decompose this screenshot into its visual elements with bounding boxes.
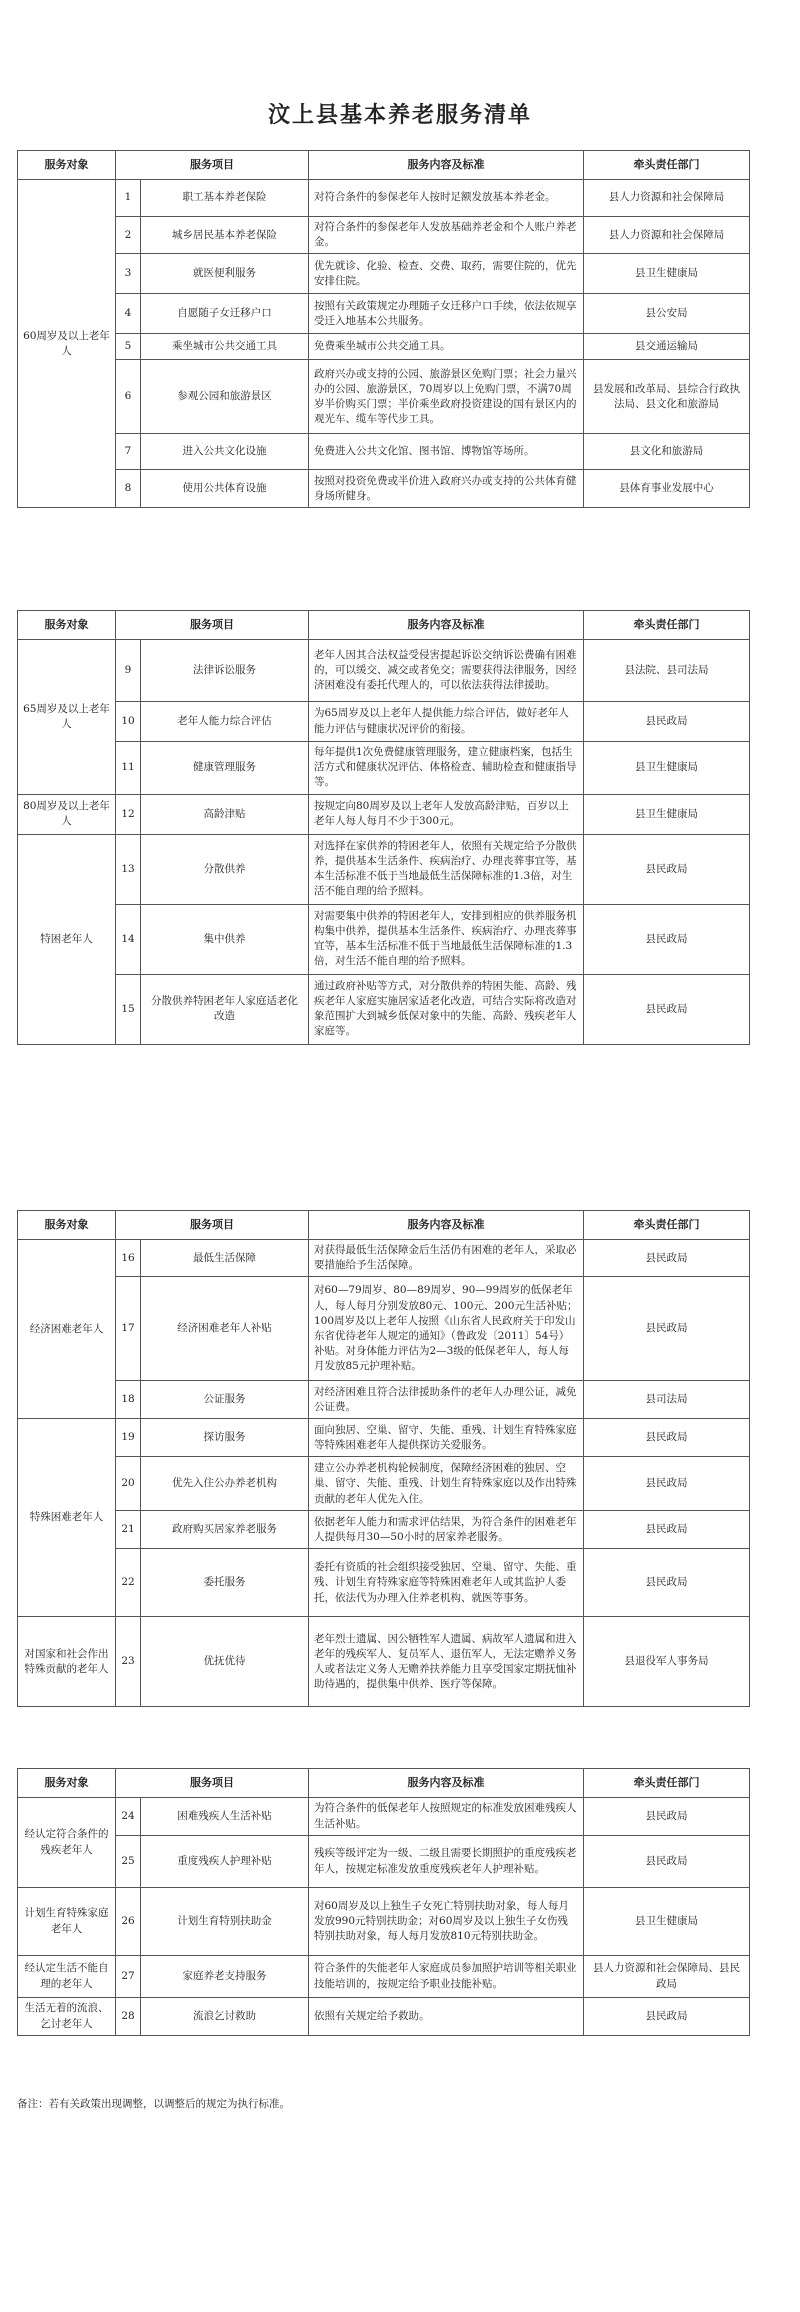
header-item: 服务项目 xyxy=(116,151,309,180)
row-dept: 县卫生健康局 xyxy=(584,254,750,294)
row-content: 为65周岁及以上老年人提供能力综合评估，做好老年人能力评估与健康状况评价的衔接。 xyxy=(309,702,584,742)
table-row xyxy=(18,334,750,360)
header-dept: 牵头责任部门 xyxy=(584,1211,750,1240)
row-dept: 县人力资源和社会保障局、县民政局 xyxy=(584,1956,750,1998)
table-row xyxy=(18,254,750,294)
row-item: 困难残疾人生活补贴 xyxy=(141,1798,309,1836)
header-target: 服务对象 xyxy=(18,1211,116,1240)
row-content: 对选择在家供养的特困老年人，依照有关规定给予分散供养，提供基本生活条件、疾病治疗、办理丧葬事宜等，基本生活标准不低于当地最低生活保障标准的1.3倍，对生活不能自理的给予照料。 xyxy=(309,834,584,904)
row-item: 优先入住公办养老机构 xyxy=(141,1457,309,1511)
table-row xyxy=(18,360,750,434)
row-number: 20 xyxy=(116,1457,141,1511)
row-number: 9 xyxy=(116,640,141,702)
row-item: 计划生育特别扶助金 xyxy=(141,1888,309,1956)
table-row xyxy=(18,702,750,742)
header-content: 服务内容及标准 xyxy=(309,151,584,180)
row-number: 6 xyxy=(116,360,141,434)
row-content: 为符合条件的低保老年人按照规定的标准发放困难残疾人生活补贴。 xyxy=(309,1798,584,1836)
table-row xyxy=(18,794,750,834)
row-dept: 县民政局 xyxy=(584,1419,750,1457)
row-dept: 县交通运输局 xyxy=(584,334,750,360)
row-item: 就医便利服务 xyxy=(141,254,309,294)
row-content: 按照有关政策规定办理随子女迁移户口手续，依法依规享受迁入地基本公共服务。 xyxy=(309,294,584,334)
header-item: 服务项目 xyxy=(116,1211,309,1240)
table-row xyxy=(18,1549,750,1617)
header-target: 服务对象 xyxy=(18,151,116,180)
table-header-row xyxy=(18,1211,750,1240)
group-cell: 经济困难老年人 xyxy=(18,1240,116,1419)
group-cell: 经认定生活不能自理的老年人 xyxy=(18,1956,116,1998)
table-row xyxy=(18,1998,750,2036)
row-dept: 县发展和改革局、县综合行政执法局、县文化和旅游局 xyxy=(584,360,750,434)
row-dept: 县民政局 xyxy=(584,1998,750,2036)
service-table-3 xyxy=(17,1210,750,1707)
row-number: 8 xyxy=(116,470,141,508)
row-item: 分散供养特困老年人家庭适老化改造 xyxy=(141,974,309,1044)
table-row xyxy=(18,1419,750,1457)
row-number: 26 xyxy=(116,1888,141,1956)
row-dept: 县体育事业发展中心 xyxy=(584,470,750,508)
row-dept: 县民政局 xyxy=(584,1836,750,1888)
service-table-2 xyxy=(17,610,750,1045)
row-number: 12 xyxy=(116,794,141,834)
table-header-row xyxy=(18,1769,750,1798)
row-dept: 县民政局 xyxy=(584,974,750,1044)
row-number: 13 xyxy=(116,834,141,904)
row-dept: 县法院、县司法局 xyxy=(584,640,750,702)
table-row xyxy=(18,742,750,795)
row-number: 3 xyxy=(116,254,141,294)
row-item: 最低生活保障 xyxy=(141,1240,309,1277)
row-content: 对需要集中供养的特困老年人，安排到相应的供养服务机构集中供养，提供基本生活条件、疾病治疗、办理丧葬事宜等，基本生活标准不低于当地最低生活保障标准的1.3倍，对生活不能自理的给予照料。 xyxy=(309,904,584,974)
row-number: 28 xyxy=(116,1998,141,2036)
row-item: 经济困难老年人补贴 xyxy=(141,1277,309,1381)
row-item: 参观公园和旅游景区 xyxy=(141,360,309,434)
row-content: 建立公办养老机构轮候制度，保障经济困难的独居、空巢、留守、失能、重残、计划生育特殊家庭以及作出特殊贡献的老年人优先入住。 xyxy=(309,1457,584,1511)
row-content: 依照有关规定给予救助。 xyxy=(309,1998,584,2036)
row-number: 18 xyxy=(116,1381,141,1419)
row-number: 11 xyxy=(116,742,141,795)
row-content: 对60—79周岁、80—89周岁、90—99周岁的低保老年人，每人每月分别发放80元、100元、200元生活补贴；100周岁及以上老年人按照《山东省人民政府关于印发山东省优待老年人规定的通知》（鲁政发〔2011〕54号）补贴。对身体能力评估为2—3级的低保老年人，每人每月发放85元护理补贴。 xyxy=(309,1277,584,1381)
row-item: 城乡居民基本养老保险 xyxy=(141,217,309,254)
row-dept: 县人力资源和社会保障局 xyxy=(584,217,750,254)
row-content: 残疾等级评定为一级、二级且需要长期照护的重度残疾老年人，按规定标准发放重度残疾老年人护理补贴。 xyxy=(309,1836,584,1888)
row-number: 5 xyxy=(116,334,141,360)
row-item: 健康管理服务 xyxy=(141,742,309,795)
row-item: 集中供养 xyxy=(141,904,309,974)
row-item: 优抚优待 xyxy=(141,1617,309,1707)
row-dept: 县民政局 xyxy=(584,1277,750,1381)
row-dept: 县民政局 xyxy=(584,702,750,742)
group-cell: 60周岁及以上老年人 xyxy=(18,180,116,508)
row-item: 使用公共体育设施 xyxy=(141,470,309,508)
table-row xyxy=(18,1956,750,1998)
group-cell: 特困老年人 xyxy=(18,834,116,1044)
row-number: 17 xyxy=(116,1277,141,1381)
row-content: 按规定向80周岁及以上老年人发放高龄津贴，百岁以上老年人每人每月不少于300元。 xyxy=(309,794,584,834)
row-item: 流浪乞讨救助 xyxy=(141,1998,309,2036)
row-item: 委托服务 xyxy=(141,1549,309,1617)
row-number: 16 xyxy=(116,1240,141,1277)
table-row xyxy=(18,1617,750,1707)
footnote: 备注：若有关政策出现调整，以调整后的规定为执行标准。 xyxy=(17,2098,290,2110)
row-content: 老年人因其合法权益受侵害提起诉讼交纳诉讼费确有困难的，可以缓交、减交或者免交；需要获得法律服务，因经济困难没有委托代理人的，可以依法获得法律援助。 xyxy=(309,640,584,702)
row-item: 重度残疾人护理补贴 xyxy=(141,1836,309,1888)
row-item: 政府购买居家养老服务 xyxy=(141,1511,309,1549)
table-row xyxy=(18,1888,750,1956)
row-item: 自愿随子女迁移户口 xyxy=(141,294,309,334)
row-dept: 县卫生健康局 xyxy=(584,1888,750,1956)
header-content: 服务内容及标准 xyxy=(309,1769,584,1798)
table-row xyxy=(18,1381,750,1419)
table-row xyxy=(18,640,750,702)
row-item: 分散供养 xyxy=(141,834,309,904)
row-number: 1 xyxy=(116,180,141,217)
row-content: 政府兴办或支持的公园、旅游景区免购门票；社会力量兴办的公园、旅游景区，70周岁以上免购门票，不满70周岁半价购买门票；半价乘坐政府投资建设的国有景区内的观光车、缆车等代步工具。 xyxy=(309,360,584,434)
table-row xyxy=(18,434,750,470)
row-number: 27 xyxy=(116,1956,141,1998)
table-header-row xyxy=(18,151,750,180)
row-dept: 县卫生健康局 xyxy=(584,742,750,795)
row-content: 对经济困难且符合法律援助条件的老年人办理公证，减免公证费。 xyxy=(309,1381,584,1419)
table-row xyxy=(18,834,750,904)
row-number: 4 xyxy=(116,294,141,334)
group-cell: 特殊困难老年人 xyxy=(18,1419,116,1617)
row-dept: 县民政局 xyxy=(584,1240,750,1277)
table-row xyxy=(18,974,750,1044)
header-target: 服务对象 xyxy=(18,1769,116,1798)
row-item: 高龄津贴 xyxy=(141,794,309,834)
table-row xyxy=(18,470,750,508)
row-content: 对符合条件的参保老年人发放基础养老金和个人账户养老金。 xyxy=(309,217,584,254)
row-content: 按照对投资免费或半价进入政府兴办或支持的公共体育健身场所健身。 xyxy=(309,470,584,508)
row-number: 15 xyxy=(116,974,141,1044)
row-content: 面向独居、空巢、留守、失能、重残、计划生育特殊家庭等特殊困难老年人提供探访关爱服务。 xyxy=(309,1419,584,1457)
row-content: 免费乘坐城市公共交通工具。 xyxy=(309,334,584,360)
row-item: 法律诉讼服务 xyxy=(141,640,309,702)
row-content: 对符合条件的参保老年人按时足额发放基本养老金。 xyxy=(309,180,584,217)
row-item: 公证服务 xyxy=(141,1381,309,1419)
table-header-row xyxy=(18,611,750,640)
table-row xyxy=(18,294,750,334)
header-dept: 牵头责任部门 xyxy=(584,611,750,640)
row-content: 依据老年人能力和需求评估结果，为符合条件的困难老年人提供每月30—50小时的居家养老服务。 xyxy=(309,1511,584,1549)
row-content: 符合条件的失能老年人家庭成员参加照护培训等相关职业技能培训的，按规定给予职业技能补贴。 xyxy=(309,1956,584,1998)
group-cell: 经认定符合条件的残疾老年人 xyxy=(18,1798,116,1888)
table-row xyxy=(18,1511,750,1549)
header-item: 服务项目 xyxy=(116,611,309,640)
table-row xyxy=(18,1798,750,1836)
row-content: 免费进入公共文化馆、图书馆、博物馆等场所。 xyxy=(309,434,584,470)
group-cell: 65周岁及以上老年人 xyxy=(18,640,116,795)
row-number: 19 xyxy=(116,1419,141,1457)
service-table-4 xyxy=(17,1768,750,2036)
table-row xyxy=(18,217,750,254)
header-content: 服务内容及标准 xyxy=(309,611,584,640)
header-content: 服务内容及标准 xyxy=(309,1211,584,1240)
row-dept: 县民政局 xyxy=(584,834,750,904)
table-row xyxy=(18,1240,750,1277)
row-item: 乘坐城市公共交通工具 xyxy=(141,334,309,360)
table-row xyxy=(18,1457,750,1511)
row-number: 14 xyxy=(116,904,141,974)
header-target: 服务对象 xyxy=(18,611,116,640)
row-number: 10 xyxy=(116,702,141,742)
row-item: 职工基本养老保险 xyxy=(141,180,309,217)
row-number: 2 xyxy=(116,217,141,254)
row-number: 21 xyxy=(116,1511,141,1549)
row-dept: 县人力资源和社会保障局 xyxy=(584,180,750,217)
row-dept: 县民政局 xyxy=(584,1511,750,1549)
row-content: 对60周岁及以上独生子女死亡特别扶助对象，每人每月发放990元特别扶助金；对60周岁及以上独生子女伤残特别扶助对象，每人每月发放810元特别扶助金。 xyxy=(309,1888,584,1956)
row-content: 对获得最低生活保障金后生活仍有困难的老年人，采取必要措施给予生活保障。 xyxy=(309,1240,584,1277)
row-content: 委托有资质的社会组织接受独居、空巢、留守、失能、重残、计划生育特殊家庭等特殊困难老年人或其监护人委托，依法代为办理入住养老机构、就医等事务。 xyxy=(309,1549,584,1617)
row-dept: 县民政局 xyxy=(584,1549,750,1617)
row-dept: 县公安局 xyxy=(584,294,750,334)
row-item: 老年人能力综合评估 xyxy=(141,702,309,742)
header-dept: 牵头责任部门 xyxy=(584,1769,750,1798)
group-cell: 生活无着的流浪、乞讨老年人 xyxy=(18,1998,116,2036)
group-cell: 对国家和社会作出特殊贡献的老年人 xyxy=(18,1617,116,1707)
row-number: 22 xyxy=(116,1549,141,1617)
table-row xyxy=(18,180,750,217)
row-dept: 县民政局 xyxy=(584,904,750,974)
row-item: 家庭养老支持服务 xyxy=(141,1956,309,1998)
row-item: 探访服务 xyxy=(141,1419,309,1457)
row-dept: 县民政局 xyxy=(584,1457,750,1511)
header-dept: 牵头责任部门 xyxy=(584,151,750,180)
table-row xyxy=(18,904,750,974)
row-number: 7 xyxy=(116,434,141,470)
row-number: 23 xyxy=(116,1617,141,1707)
service-table-1 xyxy=(17,150,750,508)
row-number: 24 xyxy=(116,1798,141,1836)
row-dept: 县民政局 xyxy=(584,1798,750,1836)
group-cell: 80周岁及以上老年人 xyxy=(18,794,116,834)
row-dept: 县司法局 xyxy=(584,1381,750,1419)
row-content: 每年提供1次免费健康管理服务，建立健康档案，包括生活方式和健康状况评估、体格检查、辅助检查和健康指导等。 xyxy=(309,742,584,795)
page-title: 汶上县基本养老服务清单 xyxy=(267,102,532,128)
row-dept: 县退役军人事务局 xyxy=(584,1617,750,1707)
row-content: 老年烈士遗属、因公牺牲军人遗属、病故军人遗属和进入老年的残疾军人、复员军人、退伍军人，无法定赡养义务人或者法定义务人无赡养扶养能力且享受国家定期抚恤补助待遇的，提供集中供养、医疗等保障。 xyxy=(309,1617,584,1707)
row-number: 25 xyxy=(116,1836,141,1888)
row-content: 优先就诊、化验、检查、交费、取药，需要住院的，优先安排住院。 xyxy=(309,254,584,294)
row-item: 进入公共文化设施 xyxy=(141,434,309,470)
group-cell: 计划生育特殊家庭老年人 xyxy=(18,1888,116,1956)
row-dept: 县文化和旅游局 xyxy=(584,434,750,470)
header-item: 服务项目 xyxy=(116,1769,309,1798)
table-row xyxy=(18,1277,750,1381)
table-row xyxy=(18,1836,750,1888)
row-content: 通过政府补贴等方式，对分散供养的特困失能、高龄、残疾老年人家庭实施居家适老化改造，可结合实际将改造对象范围扩大到城乡低保对象中的失能、高龄、残疾老年人家庭等。 xyxy=(309,974,584,1044)
row-dept: 县卫生健康局 xyxy=(584,794,750,834)
